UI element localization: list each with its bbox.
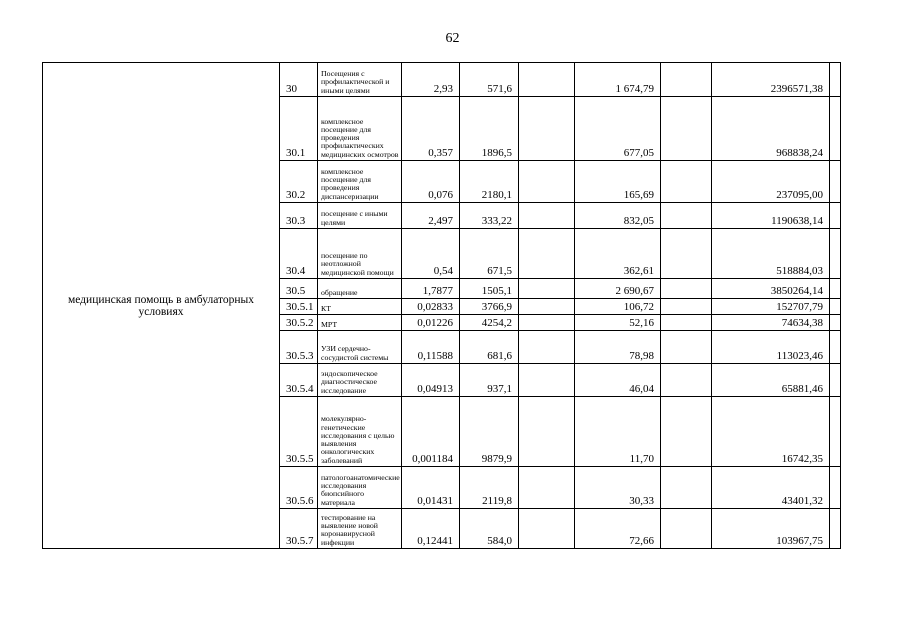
- row-norm-cell: 1,7877: [402, 279, 460, 299]
- row-empty-cell: [661, 397, 712, 467]
- row-norm-cell: 0,04913: [402, 364, 460, 397]
- row-norm-cell: 0,11588: [402, 331, 460, 364]
- row-per-capita-cell: 78,98: [575, 331, 661, 364]
- row-code-cell: 30.5.3: [280, 331, 318, 364]
- row-norm-cell: 0,02833: [402, 299, 460, 315]
- row-norm-cell: 2,93: [402, 63, 460, 97]
- row-empty-cell: [661, 364, 712, 397]
- row-empty-cell: [661, 467, 712, 509]
- row-empty-cell: [519, 229, 575, 279]
- row-per-capita-cell: 106,72: [575, 299, 661, 315]
- row-code-cell: 30.4: [280, 229, 318, 279]
- row-description-cell: обращение: [318, 279, 402, 299]
- row-per-capita-cell: 677,05: [575, 97, 661, 161]
- row-description-cell: УЗИ сердечно-сосудистой системы: [318, 331, 402, 364]
- row-total-cell: 113023,46: [712, 331, 830, 364]
- row-code-cell: 30: [280, 63, 318, 97]
- row-cost-cell: 937,1: [460, 364, 519, 397]
- row-empty-cell: [830, 315, 841, 331]
- row-cost-cell: 3766,9: [460, 299, 519, 315]
- row-norm-cell: 0,076: [402, 161, 460, 203]
- row-empty-cell: [661, 63, 712, 97]
- row-empty-cell: [519, 467, 575, 509]
- table-body: [43, 63, 841, 549]
- data-table: [42, 62, 841, 549]
- row-description-cell: комплексное посещение для проведения профилактических медицинских осмотров: [318, 97, 402, 161]
- row-cost-cell: 9879,9: [460, 397, 519, 467]
- row-empty-cell: [519, 315, 575, 331]
- row-per-capita-cell: 52,16: [575, 315, 661, 331]
- row-description-cell: МРТ: [318, 315, 402, 331]
- row-total-cell: 1190638,14: [712, 203, 830, 229]
- row-empty-cell: [661, 279, 712, 299]
- row-total-cell: 16742,35: [712, 397, 830, 467]
- row-empty-cell: [519, 299, 575, 315]
- row-empty-cell: [661, 509, 712, 549]
- row-empty-cell: [519, 97, 575, 161]
- row-empty-cell: [830, 364, 841, 397]
- row-code-cell: 30.5: [280, 279, 318, 299]
- row-empty-cell: [830, 509, 841, 549]
- row-total-cell: 65881,46: [712, 364, 830, 397]
- row-per-capita-cell: 362,61: [575, 229, 661, 279]
- row-empty-cell: [519, 331, 575, 364]
- row-cost-cell: 1505,1: [460, 279, 519, 299]
- row-per-capita-cell: 46,04: [575, 364, 661, 397]
- row-empty-cell: [519, 509, 575, 549]
- row-norm-cell: 0,54: [402, 229, 460, 279]
- row-description-cell: эндоскопическое диагностическое исследование: [318, 364, 402, 397]
- row-per-capita-cell: 832,05: [575, 203, 661, 229]
- row-norm-cell: 0,357: [402, 97, 460, 161]
- row-total-cell: 43401,32: [712, 467, 830, 509]
- row-code-cell: 30.3: [280, 203, 318, 229]
- row-code-cell: 30.2: [280, 161, 318, 203]
- row-empty-cell: [661, 299, 712, 315]
- row-cost-cell: 4254,2: [460, 315, 519, 331]
- row-empty-cell: [830, 161, 841, 203]
- row-empty-cell: [519, 203, 575, 229]
- row-total-cell: 74634,38: [712, 315, 830, 331]
- row-empty-cell: [830, 63, 841, 97]
- row-empty-cell: [830, 279, 841, 299]
- row-cost-cell: 584,0: [460, 509, 519, 549]
- row-empty-cell: [661, 315, 712, 331]
- row-total-cell: 3850264,14: [712, 279, 830, 299]
- row-per-capita-cell: 72,66: [575, 509, 661, 549]
- category-cell: медицинская помощь в амбулаторных условиях: [43, 63, 280, 549]
- row-empty-cell: [661, 331, 712, 364]
- row-cost-cell: 2119,8: [460, 467, 519, 509]
- row-empty-cell: [661, 161, 712, 203]
- row-cost-cell: 681,6: [460, 331, 519, 364]
- row-empty-cell: [661, 97, 712, 161]
- row-description-cell: комплексное посещение для проведения диспансеризации: [318, 161, 402, 203]
- row-per-capita-cell: 1 674,79: [575, 63, 661, 97]
- page-number: 62: [445, 31, 460, 46]
- row-empty-cell: [830, 299, 841, 315]
- row-empty-cell: [830, 331, 841, 364]
- row-norm-cell: 0,01431: [402, 467, 460, 509]
- row-description-cell: Посещения с профилактической и иными целями: [318, 63, 402, 97]
- row-cost-cell: 1896,5: [460, 97, 519, 161]
- row-empty-cell: [519, 279, 575, 299]
- row-description-cell: посещение по неотложной медицинской помощи: [318, 229, 402, 279]
- row-description-cell: молекулярно-генетические исследования с целью выявления онкологических заболеваний: [318, 397, 402, 467]
- row-total-cell: 103967,75: [712, 509, 830, 549]
- row-per-capita-cell: 2 690,67: [575, 279, 661, 299]
- row-total-cell: 518884,03: [712, 229, 830, 279]
- row-code-cell: 30.1: [280, 97, 318, 161]
- row-code-cell: 30.5.4: [280, 364, 318, 397]
- row-empty-cell: [519, 161, 575, 203]
- row-code-cell: 30.5.2: [280, 315, 318, 331]
- row-empty-cell: [830, 397, 841, 467]
- row-norm-cell: 2,497: [402, 203, 460, 229]
- row-description-cell: посещение с иными целями: [318, 203, 402, 229]
- row-per-capita-cell: 11,70: [575, 397, 661, 467]
- row-norm-cell: 0,01226: [402, 315, 460, 331]
- row-per-capita-cell: 30,33: [575, 467, 661, 509]
- row-code-cell: 30.5.6: [280, 467, 318, 509]
- row-norm-cell: 0,001184: [402, 397, 460, 467]
- row-empty-cell: [830, 229, 841, 279]
- row-total-cell: 152707,79: [712, 299, 830, 315]
- row-total-cell: 237095,00: [712, 161, 830, 203]
- row-description-cell: тестирование на выявление новой коронавирусной инфекции: [318, 509, 402, 549]
- row-total-cell: 2396571,38: [712, 63, 830, 97]
- row-empty-cell: [519, 63, 575, 97]
- row-empty-cell: [661, 203, 712, 229]
- row-code-cell: 30.5.1: [280, 299, 318, 315]
- row-empty-cell: [830, 203, 841, 229]
- row-cost-cell: 671,5: [460, 229, 519, 279]
- row-code-cell: 30.5.7: [280, 509, 318, 549]
- row-total-cell: 968838,24: [712, 97, 830, 161]
- row-cost-cell: 2180,1: [460, 161, 519, 203]
- row-norm-cell: 0,12441: [402, 509, 460, 549]
- row-code-cell: 30.5.5: [280, 397, 318, 467]
- row-description-cell: патологоанатомические исследования биопсийного материала: [318, 467, 402, 509]
- row-empty-cell: [519, 364, 575, 397]
- row-per-capita-cell: 165,69: [575, 161, 661, 203]
- row-empty-cell: [830, 467, 841, 509]
- row-empty-cell: [519, 397, 575, 467]
- row-empty-cell: [830, 97, 841, 161]
- row-description-cell: КТ: [318, 299, 402, 315]
- table-row: [43, 63, 841, 97]
- row-cost-cell: 333,22: [460, 203, 519, 229]
- row-empty-cell: [661, 229, 712, 279]
- row-cost-cell: 571,6: [460, 63, 519, 97]
